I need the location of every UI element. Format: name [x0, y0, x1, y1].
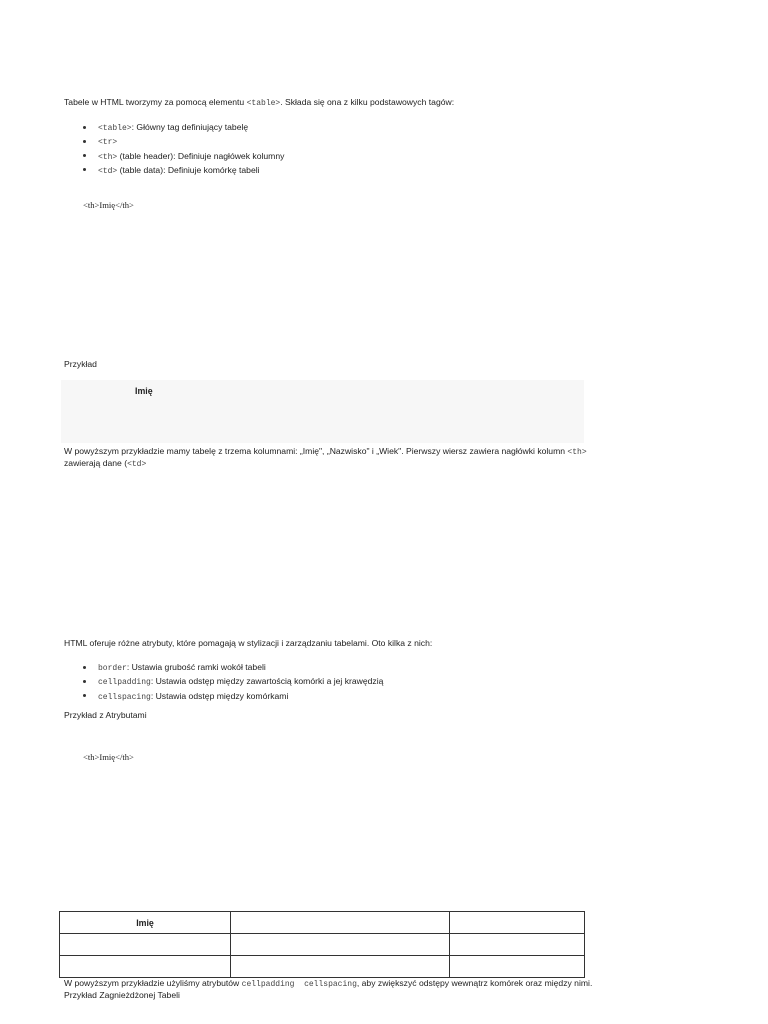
list-item	[81, 661, 383, 675]
attribute-description: : Ustawia odstęp między zawartością komórki a jej krawędzią	[150, 676, 384, 687]
attributes-list	[81, 661, 383, 704]
example-table	[61, 380, 584, 443]
attribute-code: cellpadding	[98, 678, 151, 688]
attributes-example-heading: Przykład z Atrybutami	[64, 710, 147, 720]
list-item	[81, 690, 383, 704]
closing-text: , aby zwiększyć odstępy wewnątrz komórek oraz między nimi.	[356, 978, 593, 988]
description-line-1	[64, 446, 587, 458]
tag-code: <td>	[98, 166, 118, 176]
description-text: W powyższym przykładzie mamy tabelę z trzema kolumnami: „Imię", „Nazwisko" i „Wiek". Pierwszy wiersz zawiera nagłówki kolumn	[64, 446, 568, 456]
table-cell	[450, 934, 585, 956]
code-snippet: <th>Imię</th>	[83, 200, 134, 210]
intro-paragraph	[64, 97, 454, 109]
table-header-cell	[450, 912, 585, 934]
tag-code: <table>	[98, 124, 132, 133]
th-tag-code: <th>	[567, 448, 587, 457]
list-item	[81, 121, 284, 135]
example-heading: Przykład	[64, 359, 97, 369]
attribute-code: cellspacing	[98, 692, 151, 702]
table-cell	[450, 956, 585, 978]
closing-line-1	[64, 978, 592, 990]
tag-description: (table header): Definiuje nagłówek kolumny	[117, 150, 285, 161]
bordered-table	[59, 911, 585, 978]
code-snippet: <th>Imię</th>	[83, 752, 134, 762]
tag-description: : Główny tag definiujący tabelę	[131, 122, 249, 132]
tag-code: <tr>	[98, 138, 118, 148]
attributes-intro: HTML oferuje różne atrybuty, które pomagają w stylizacji i zarządzaniu tabelami. Oto kilka z nich:	[64, 638, 433, 648]
table-header-cell	[231, 912, 450, 934]
attributes-code: cellpadding cellspacing	[241, 980, 357, 989]
list-item	[81, 150, 284, 164]
attribute-description: : Ustawia grubość ramki wokół tabeli	[126, 662, 266, 672]
closing-paragraph	[64, 978, 592, 1001]
description-text: zawierają dane (	[64, 458, 128, 468]
closing-text: W powyższym przykładzie użyliśmy atrybutów	[64, 978, 242, 988]
attribute-description: : Ustawia odstęp między komórkami	[150, 690, 289, 701]
tag-description: (table data): Definiuje komórkę tabeli	[117, 164, 260, 175]
table-header-cell: Imię	[60, 912, 231, 934]
table-tag-code: <table>	[246, 99, 281, 108]
list-item	[81, 135, 284, 149]
tag-code: <th>	[98, 152, 118, 162]
tags-list	[81, 121, 284, 178]
table-cell	[231, 934, 450, 956]
table-row	[60, 934, 585, 956]
table-cell	[231, 956, 450, 978]
table-header-row	[60, 912, 585, 934]
description-line-2	[64, 458, 587, 470]
td-tag-code: <td>	[127, 460, 147, 469]
nested-table-heading: Przykład Zagnieżdżonej Tabeli	[64, 990, 180, 1000]
table-cell	[60, 956, 231, 978]
description-paragraph	[64, 446, 587, 470]
attribute-code: border	[98, 664, 127, 673]
list-item	[81, 675, 383, 689]
table-header-cell: Imię	[135, 386, 153, 396]
intro-text-before: Tabele w HTML tworzymy za pomocą elementu	[64, 97, 247, 107]
intro-text-after: . Składa się ona z kilku podstawowych tagów:	[280, 97, 455, 107]
list-item	[81, 164, 284, 178]
table-cell	[60, 934, 231, 956]
table-row	[60, 956, 585, 978]
